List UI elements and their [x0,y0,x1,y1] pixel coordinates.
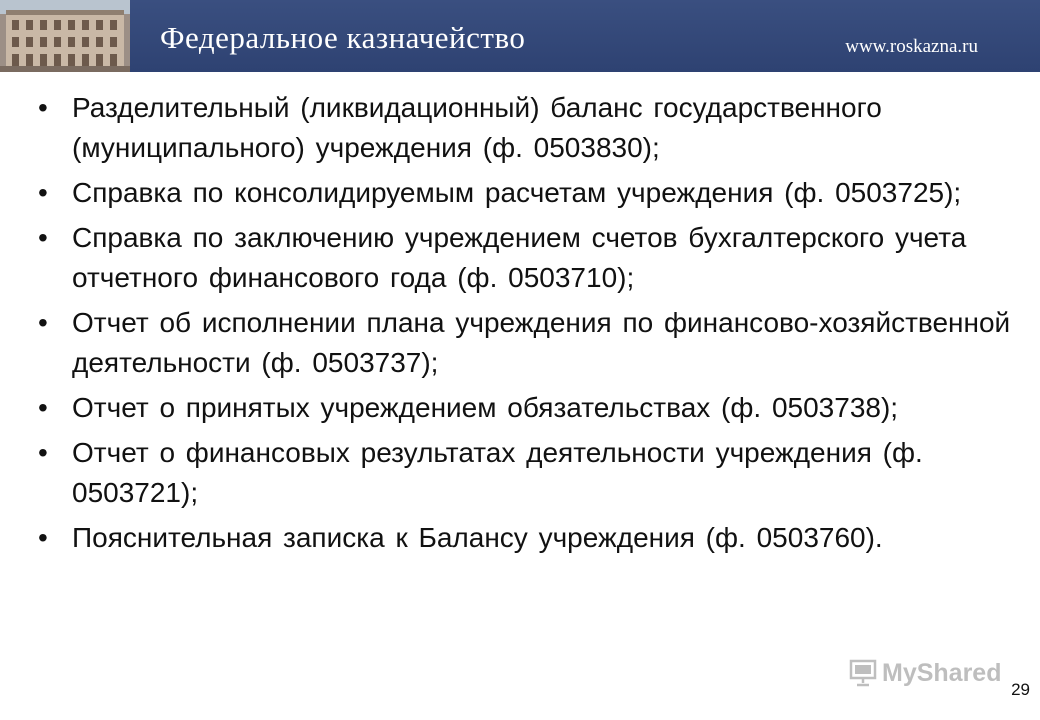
list-item [38,88,1018,168]
list-item-text: Отчет о финансовых результатах деятельности учреждения (ф. 0503721); [72,437,923,508]
bullet-list [38,88,1018,558]
list-item-text: Пояснительная записка к Балансу учреждения (ф. 0503760). [72,522,883,553]
bullet-marker: • [38,307,48,338]
bullet-marker: • [38,392,48,423]
myshared-watermark [848,658,1001,688]
list-item [38,518,1018,558]
list-item-text: Отчет о принятых учреждением обязательствах (ф. 0503738); [72,392,899,423]
list-item-text: Разделительный (ликвидационный) баланс государственного (муниципального) учреждения (ф. 0503830); [72,92,882,163]
list-item-text: Справка по заключению учреждением счетов бухгалтерского учета отчетного финансового года (ф. 0503710); [72,222,967,293]
slide-header [0,0,1040,72]
building-photo [0,0,130,72]
list-item [38,218,1018,298]
bullet-marker: • [38,222,48,253]
list-item [38,433,1018,513]
list-item [38,173,1018,213]
list-item-text: Отчет об исполнении плана учреждения по финансово-хозяйственной деятельности (ф. 0503737); [72,307,1011,378]
header-title: Федеральное казначейство [160,20,526,55]
page-number: 29 [1011,680,1030,699]
bullet-marker: • [38,92,48,123]
bullet-marker: • [38,437,48,468]
list-item [38,388,1018,428]
list-item-text: Справка по консолидируемым расчетам учреждения (ф. 0503725); [72,177,962,208]
bullet-marker: • [38,177,48,208]
bullet-marker: • [38,522,48,553]
slide-content [38,88,1018,563]
watermark-text: MyShared [882,658,1002,687]
presentation-board-icon [848,659,878,687]
list-item [38,303,1018,383]
header-url: www.roskazna.ru [845,36,978,57]
